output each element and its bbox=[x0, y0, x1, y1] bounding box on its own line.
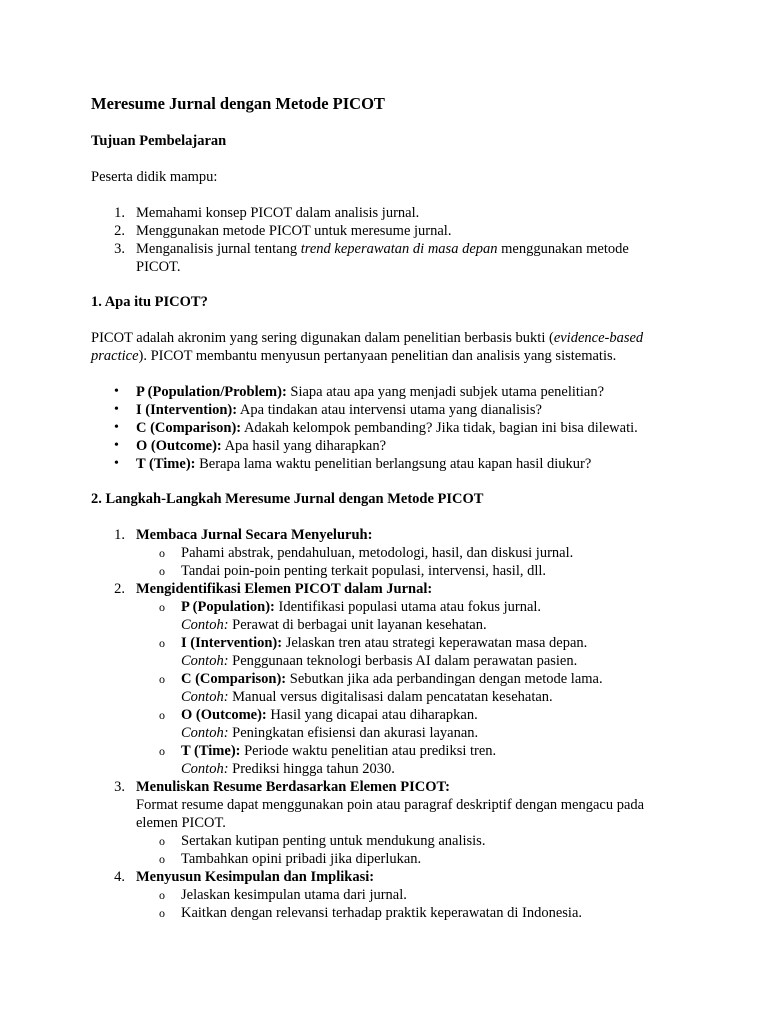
example-line: Contoh: Peningkatan efisiensi dan akurasi layanan. bbox=[181, 725, 479, 741]
list-item: Memahami konsep PICOT dalam analisis jurnal. bbox=[136, 205, 420, 221]
sub-bullet-icon: o bbox=[159, 546, 165, 560]
list-number: 2. bbox=[114, 223, 125, 239]
example-line: Contoh: Prediksi hingga tahun 2030. bbox=[181, 761, 395, 777]
sub-bullet-icon: o bbox=[159, 636, 165, 650]
sub-list-item: Tambahkan opini pribadi jika diperlukan. bbox=[181, 851, 422, 867]
sub-bullet-icon: o bbox=[159, 672, 165, 686]
section1-paragraph-line2: practice). PICOT membantu menyusun pertanyaan penelitian dan analisis yang sistematis. bbox=[91, 348, 617, 364]
sub-list-item: C (Comparison): Sebutkan jika ada perbandingan dengan metode lama. bbox=[181, 671, 603, 687]
bullet-icon: • bbox=[114, 402, 119, 417]
list-item: Menggunakan metode PICOT untuk meresume jurnal. bbox=[136, 223, 452, 239]
step2-title: Mengidentifikasi Elemen PICOT dalam Jurnal: bbox=[136, 581, 433, 597]
step1-title: Membaca Jurnal Secara Menyeluruh: bbox=[136, 527, 373, 543]
list-item-continuation: PICOT. bbox=[136, 259, 181, 275]
section1-paragraph-line1: PICOT adalah akronim yang sering digunakan dalam penelitian berbasis bukti (evidence-based bbox=[91, 330, 644, 346]
sub-list-item: I (Intervention): Jelaskan tren atau strategi keperawatan masa depan. bbox=[181, 635, 588, 651]
page-title: Meresume Jurnal dengan Metode PICOT bbox=[91, 94, 385, 113]
sub-bullet-icon: o bbox=[159, 852, 165, 866]
sub-bullet-icon: o bbox=[159, 834, 165, 848]
list-item: O (Outcome): Apa hasil yang diharapkan? bbox=[136, 438, 387, 454]
example-line: Contoh: Perawat di berbagai unit layanan kesehatan. bbox=[181, 617, 487, 633]
sub-bullet-icon: o bbox=[159, 708, 165, 722]
sub-list-item: Jelaskan kesimpulan utama dari jurnal. bbox=[181, 887, 407, 903]
sub-list-item: Pahami abstrak, pendahuluan, metodologi, hasil, dan diskusi jurnal. bbox=[181, 545, 574, 561]
list-item: P (Population/Problem): Siapa atau apa yang menjadi subjek utama penelitian? bbox=[136, 384, 605, 400]
sub-bullet-icon: o bbox=[159, 600, 165, 614]
list-number: 3. bbox=[114, 779, 125, 795]
bullet-icon: • bbox=[114, 438, 119, 453]
bullet-icon: • bbox=[114, 420, 119, 435]
list-number: 3. bbox=[114, 241, 125, 257]
list-number: 2. bbox=[114, 581, 125, 597]
sub-list-item: O (Outcome): Hasil yang dicapai atau diharapkan. bbox=[181, 707, 478, 723]
section1-heading: 1. Apa itu PICOT? bbox=[91, 294, 208, 310]
sub-bullet-icon: o bbox=[159, 744, 165, 758]
sub-bullet-icon: o bbox=[159, 888, 165, 902]
list-item: C (Comparison): Adakah kelompok pembanding? Jika tidak, bagian ini bisa dilewati. bbox=[136, 420, 638, 436]
sub-bullet-icon: o bbox=[159, 564, 165, 578]
step3-description: Format resume dapat menggunakan poin atau paragraf deskriptif dengan mengacu pada bbox=[136, 797, 645, 813]
step3-title: Menuliskan Resume Berdasarkan Elemen PICOT: bbox=[136, 779, 450, 795]
list-number: 1. bbox=[114, 527, 125, 543]
sub-list-item: Sertakan kutipan penting untuk mendukung analisis. bbox=[181, 833, 486, 849]
list-item: I (Intervention): Apa tindakan atau intervensi utama yang dianalisis? bbox=[136, 402, 542, 418]
step4-title: Menyusun Kesimpulan dan Implikasi: bbox=[136, 869, 375, 885]
example-line: Contoh: Penggunaan teknologi berbasis AI dalam perawatan pasien. bbox=[181, 653, 578, 669]
sub-bullet-icon: o bbox=[159, 906, 165, 920]
list-item: Menganalisis jurnal tentang trend keperawatan di masa depan menggunakan metode bbox=[136, 241, 629, 257]
tujuan-intro: Peserta didik mampu: bbox=[91, 169, 218, 185]
section2-heading: 2. Langkah-Langkah Meresume Jurnal dengan Metode PICOT bbox=[91, 491, 484, 507]
bullet-icon: • bbox=[114, 456, 119, 471]
step3-description: elemen PICOT. bbox=[136, 815, 226, 831]
list-item: T (Time): Berapa lama waktu penelitian berlangsung atau kapan hasil diukur? bbox=[136, 456, 592, 472]
bullet-icon: • bbox=[114, 384, 119, 399]
list-number: 4. bbox=[114, 869, 125, 885]
sub-list-item: P (Population): Identifikasi populasi utama atau fokus jurnal. bbox=[181, 599, 542, 615]
tujuan-heading: Tujuan Pembelajaran bbox=[91, 133, 227, 149]
sub-list-item: Kaitkan dengan relevansi terhadap praktik keperawatan di Indonesia. bbox=[181, 905, 583, 921]
sub-list-item: Tandai poin-poin penting terkait populasi, intervensi, hasil, dll. bbox=[181, 563, 547, 579]
list-number: 1. bbox=[114, 205, 125, 221]
example-line: Contoh: Manual versus digitalisasi dalam pencatatan kesehatan. bbox=[181, 689, 553, 705]
sub-list-item: T (Time): Periode waktu penelitian atau prediksi tren. bbox=[181, 743, 497, 759]
